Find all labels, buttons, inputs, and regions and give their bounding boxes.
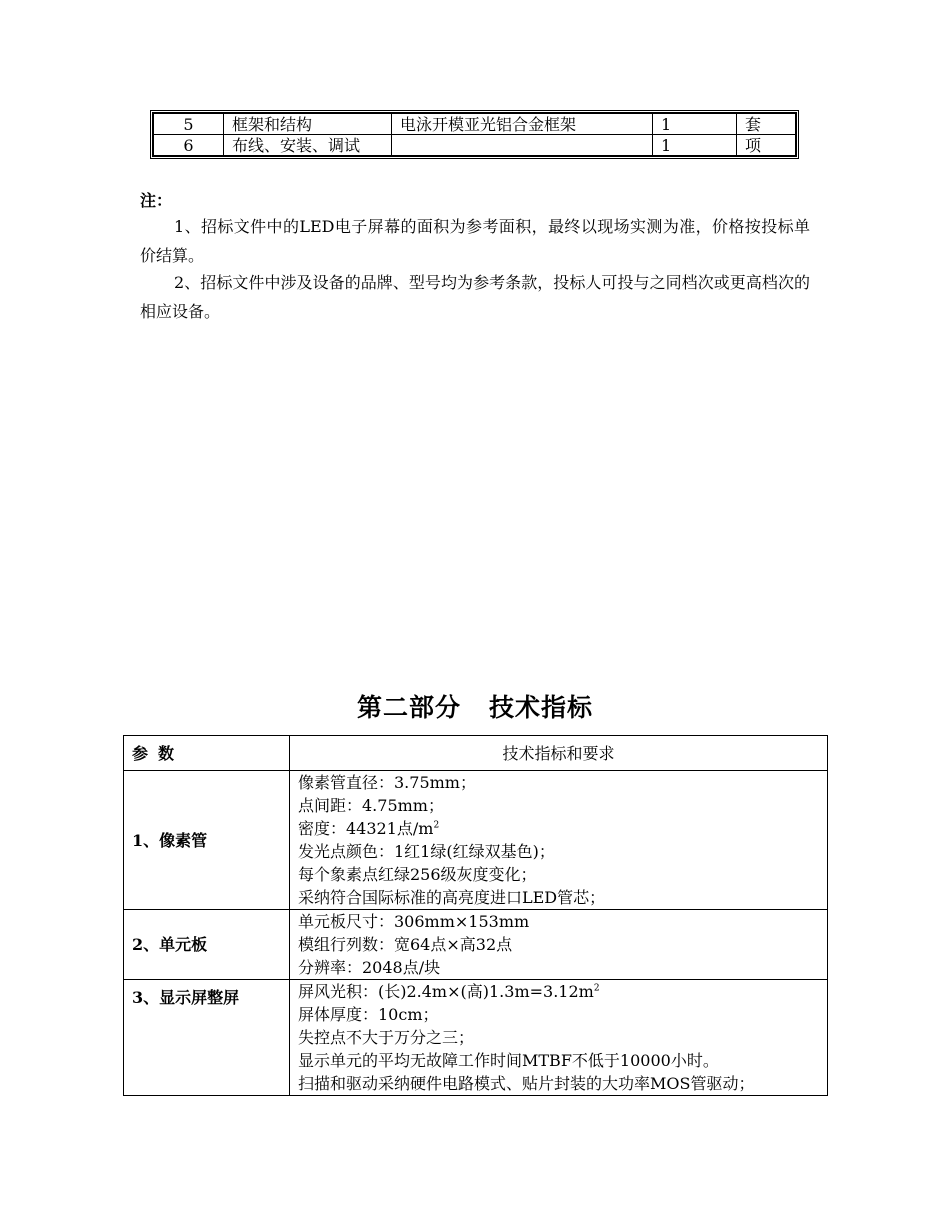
section-title-name: 技术指标	[489, 693, 594, 722]
table-row	[124, 910, 828, 980]
item-unit: 套	[737, 114, 796, 135]
item-name: 布线、安装、调试	[224, 135, 392, 156]
item-description	[392, 135, 653, 156]
table-header-row	[124, 736, 828, 771]
spec-column-header: 技术指标和要求	[290, 736, 828, 771]
spec-line: 分辨率：2048点/块	[298, 958, 441, 977]
note-item: 2、招标文件中涉及设备的品牌、型号均为参考条款，投标人可投与之同档次或更高档次的相应设备。	[140, 273, 810, 321]
param-name: 2、单元板	[124, 910, 290, 980]
table-row	[124, 771, 828, 910]
table-row	[154, 135, 796, 156]
param-column-header: 参数	[124, 736, 290, 771]
equipment-table	[150, 110, 799, 159]
spec-line: 单元板尺寸：306mm×153mm	[298, 912, 530, 931]
param-name: 3、显示屏整屏	[124, 980, 290, 1096]
table-row	[124, 980, 828, 1096]
spec-line	[298, 980, 819, 1003]
spec-line: 模组行列数：宽64点×高32点	[298, 935, 513, 954]
spec-line-text: 屏风光积：(长)2.4m×(高)1.3m=3.12m	[298, 982, 594, 1001]
spec-line: 发光点颜色：1红1绿(红绿双基色)；	[298, 842, 555, 861]
spec-line: 采纳符合国际标准的高亮度进口LED管芯；	[298, 888, 606, 907]
param-name: 1、像素管	[124, 771, 290, 910]
spec-line	[298, 817, 819, 840]
section-title-part: 第二部分	[356, 693, 461, 722]
row-number: 6	[154, 135, 224, 156]
spec-line: 失控点不大于万分之三；	[298, 1028, 475, 1047]
spec-cell	[290, 910, 828, 980]
notes-heading: 注：	[140, 191, 173, 210]
spec-line: 每个象素点红绿256级灰度变化；	[298, 865, 537, 884]
note-item: 1、招标文件中的LED电子屏幕的面积为参考面积，最终以现场实测为准，价格按投标单价结算。	[140, 217, 810, 265]
section-title	[0, 688, 950, 724]
spec-line: 像素管直径：3.75mm；	[298, 773, 476, 792]
item-name: 框架和结构	[224, 114, 392, 135]
spec-line: 显示单元的平均无故障工作时间MTBF不低于10000小时。	[298, 1051, 719, 1070]
item-quantity: 1	[653, 135, 737, 156]
superscript: 2	[433, 820, 440, 831]
spec-cell	[290, 771, 828, 910]
superscript: 2	[593, 983, 600, 994]
item-unit: 项	[737, 135, 796, 156]
tech-spec-table	[123, 735, 828, 1096]
spec-cell	[290, 980, 828, 1096]
item-description: 电泳开模亚光铝合金框架	[392, 114, 653, 135]
item-quantity: 1	[653, 114, 737, 135]
spec-line: 屏体厚度：10cm；	[298, 1005, 439, 1024]
row-number: 5	[154, 114, 224, 135]
spec-line: 扫描和驱动采纳硬件电路模式、贴片封装的大功率MOS管驱动；	[298, 1074, 755, 1093]
spec-line: 点间距：4.75mm；	[298, 796, 444, 815]
spec-line-text: 密度：44321点/m	[298, 819, 434, 838]
table-row	[154, 114, 796, 135]
